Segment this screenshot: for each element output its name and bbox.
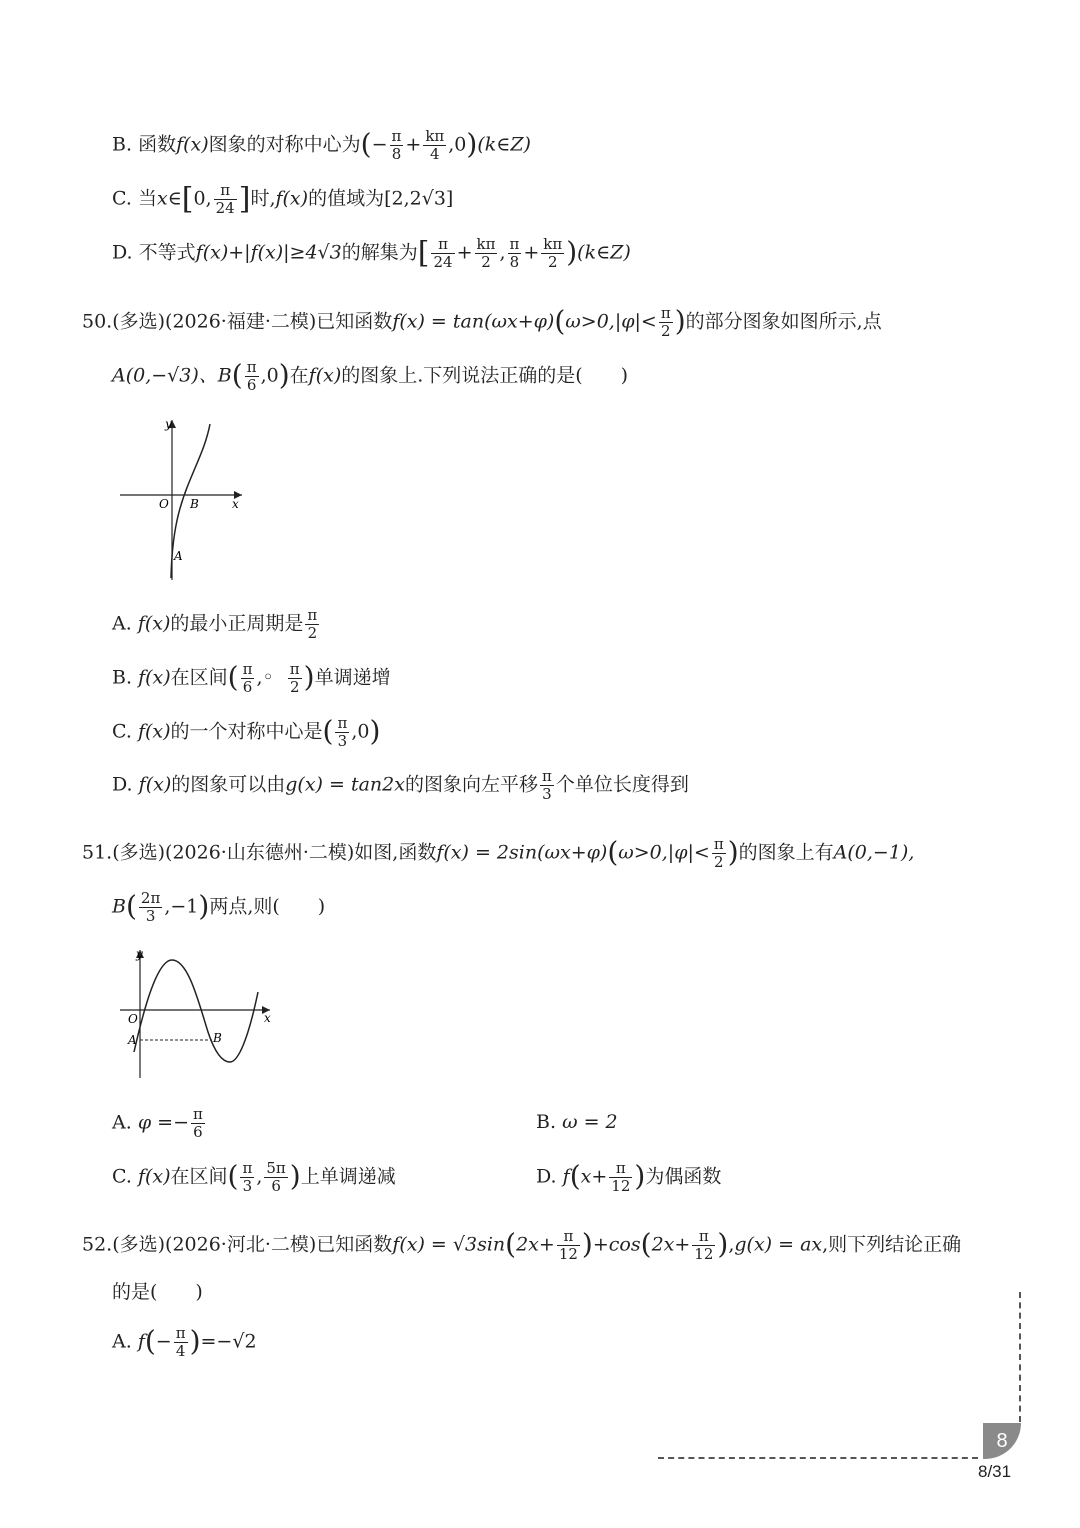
numerator: π [214, 182, 237, 200]
numerator: π [242, 660, 253, 678]
paren: ( [505, 1227, 517, 1261]
fraction [174, 1325, 188, 1360]
paren: ( [144, 1324, 156, 1358]
math: (k∈Z) [477, 133, 531, 156]
math: ω = 2 [562, 1111, 618, 1133]
math: ,◦ [256, 666, 274, 689]
option-label: D. [536, 1165, 557, 1188]
numerator: π [289, 660, 300, 678]
paren: ) [198, 889, 210, 923]
sine-curve [134, 960, 258, 1062]
option-text: 的解集为 [341, 241, 418, 264]
math: f(x) = tan(ωx+φ) [392, 310, 555, 333]
numerator: π [391, 127, 402, 145]
q51-option-b [536, 1106, 618, 1138]
option-label: D. [112, 241, 133, 264]
option-c-prev [112, 182, 453, 217]
denominator: 6 [271, 1177, 281, 1195]
fraction [335, 715, 349, 750]
option-label: C. [112, 187, 132, 210]
option-text: 为偶函数 [645, 1165, 722, 1188]
minus-sign: − [371, 133, 388, 156]
fraction [659, 305, 673, 340]
math: ,−1 [164, 895, 199, 918]
q50-option-d [112, 768, 689, 803]
question-text: (多选)(2026·山东德州·二模)如图,函数 [112, 841, 437, 864]
math: φ =− [137, 1111, 189, 1134]
paren: ) [289, 1159, 301, 1193]
question-text: 的图象上有 [738, 841, 834, 864]
numerator: π [337, 714, 348, 732]
y-label: y [136, 947, 143, 961]
option-text: 的图象向左平移 [404, 773, 538, 796]
fraction [508, 236, 522, 271]
paren: ) [278, 358, 290, 392]
option-text: 不等式 [138, 241, 196, 264]
numerator: π [193, 1105, 203, 1123]
math: f(x) [308, 364, 342, 387]
denominator: 4 [175, 1342, 186, 1360]
math: x+ [580, 1165, 608, 1188]
math: f(x) [137, 612, 171, 635]
option-text: 个单位长度得到 [555, 773, 689, 796]
denominator: 3 [542, 785, 552, 803]
math: A(0,−1), [833, 841, 915, 864]
math: +cos [592, 1233, 641, 1256]
question-text: 在 [289, 364, 309, 387]
option-label: D. [112, 773, 133, 796]
numerator: π [431, 236, 454, 254]
option-label: B. [112, 666, 133, 689]
denominator: 2 [481, 253, 491, 271]
question-text: 两点,则( ) [209, 895, 326, 918]
math: (k∈Z) [577, 241, 631, 264]
paren: ) [369, 714, 381, 748]
option-label: A. [112, 1330, 132, 1353]
q51-option-c [112, 1160, 396, 1195]
question-51-line2 [112, 890, 325, 925]
paren: ( [231, 358, 243, 392]
point-b-label: B [190, 497, 199, 511]
denominator: 12 [611, 1177, 631, 1195]
x-label: x [232, 497, 239, 511]
paren: ) [566, 235, 578, 269]
denominator: 24 [433, 253, 453, 271]
question-50-line2 [112, 359, 628, 394]
question-text: 的是( ) [112, 1281, 203, 1303]
question-52-line2 [112, 1276, 203, 1308]
option-text: 单调递增 [314, 666, 391, 689]
paren: ( [227, 660, 239, 694]
denominator: 2 [661, 322, 671, 340]
denominator: 2 [547, 253, 558, 271]
option-label: B. [536, 1111, 557, 1133]
fraction [390, 128, 404, 163]
math: , [256, 1165, 263, 1188]
math: ω>0,|φ|< [618, 841, 710, 864]
plus-sign: + [456, 241, 473, 264]
q50-option-b [112, 661, 391, 696]
option-text: 在区间 [170, 1165, 228, 1188]
math: f [562, 1165, 570, 1188]
option-text: 上单调递减 [300, 1165, 396, 1188]
origin-label: O [128, 1012, 138, 1026]
question-text: 的图象上.下列说法正确的是( ) [341, 364, 629, 387]
denominator: 12 [558, 1245, 578, 1263]
math: A(0,−√3)、B [112, 364, 232, 387]
denominator: 2 [714, 853, 724, 871]
question-52-line1 [82, 1228, 961, 1263]
option-label: C. [112, 720, 132, 743]
paren: ( [322, 714, 334, 748]
denominator: 3 [145, 907, 156, 925]
paren: ) [717, 1227, 729, 1261]
fraction [241, 661, 255, 696]
question-51-line1 [82, 836, 914, 871]
fraction [305, 607, 319, 642]
option-text: 的图象可以由 [171, 773, 286, 796]
fraction [557, 1228, 580, 1263]
denominator: 8 [509, 253, 520, 271]
option-text: 在区间 [170, 666, 228, 689]
q50-option-c [112, 715, 380, 750]
plus-sign: + [523, 241, 540, 264]
paren: ( [554, 304, 566, 338]
fraction [264, 1160, 287, 1195]
paren: ( [227, 1159, 239, 1193]
fraction [431, 236, 454, 271]
numerator: kπ [543, 235, 563, 253]
page-badge: 8 [983, 1423, 1021, 1459]
math: f(x)+|f(x)|≥4√3 [195, 241, 342, 264]
fraction [191, 1106, 205, 1141]
denominator: 2 [289, 678, 300, 696]
denominator: 6 [246, 376, 257, 394]
fraction [712, 836, 726, 871]
q52-option-a [112, 1325, 257, 1360]
bracket: ] [238, 181, 251, 217]
paren: ( [607, 835, 619, 869]
math: f(x) [137, 720, 171, 743]
math: B [112, 895, 126, 918]
paren: ) [727, 835, 739, 869]
fraction [423, 128, 446, 163]
fraction [288, 661, 302, 696]
math: f(x) = √3sin [392, 1233, 506, 1256]
numerator: 5π [266, 1159, 286, 1177]
question-50-line1 [82, 305, 882, 340]
math: ,0 [351, 720, 370, 743]
fraction [540, 768, 554, 803]
fraction [245, 359, 259, 394]
math: 0, [193, 187, 212, 210]
paren: ( [569, 1159, 581, 1193]
minus-sign: − [155, 1330, 172, 1353]
option-b-prev [112, 128, 531, 163]
numerator: π [557, 1228, 580, 1246]
point-a-label: A [128, 1033, 137, 1047]
option-text: 函数 [138, 133, 177, 156]
question-text: (多选)(2026·河北·二模)已知函数 [112, 1233, 393, 1256]
numerator: π [307, 606, 318, 624]
paren: ( [125, 889, 137, 923]
numerator: π [541, 767, 552, 785]
origin-label: O [159, 497, 169, 511]
q50-option-a [112, 607, 321, 642]
page-number: 8/31 [978, 1462, 1012, 1481]
q51-sin-graph [112, 942, 282, 1084]
paren: ) [303, 660, 315, 694]
denominator: 4 [430, 145, 440, 163]
question-text: (多选)(2026·福建·二模)已知函数 [112, 310, 393, 333]
denominator: 6 [242, 678, 253, 696]
math: =−√2 [200, 1330, 257, 1353]
point-b-label: B [213, 1031, 222, 1045]
x-label: x [264, 1011, 271, 1025]
denominator: 3 [337, 732, 348, 750]
math: f(x) [176, 133, 209, 156]
fraction [139, 890, 162, 925]
paren: ) [189, 1324, 201, 1358]
math: ,0 [260, 364, 279, 387]
option-label: A. [112, 1111, 132, 1134]
page-footer-dash [658, 1457, 978, 1459]
paren: ( [640, 1227, 652, 1261]
fraction [240, 1160, 254, 1195]
math: ∈ [167, 187, 182, 210]
question-number: 51. [82, 841, 113, 864]
denominator: 3 [242, 1177, 253, 1195]
plus-sign: + [405, 133, 422, 156]
math: f(x) = 2sin(ωx+φ) [436, 841, 608, 864]
paren: ( [360, 127, 372, 161]
question-text: 的部分图象如图所示,点 [685, 310, 882, 333]
option-text: 图象的对称中心为 [208, 133, 361, 156]
numerator: π [246, 358, 257, 376]
option-text: 的值域为 [308, 187, 385, 210]
denominator: 6 [193, 1123, 203, 1141]
option-text: 当 [137, 187, 157, 210]
math: g(x) = ax [734, 1233, 823, 1256]
fraction [692, 1228, 715, 1263]
math: f(x) [138, 666, 171, 689]
y-label: y [165, 417, 172, 431]
denominator: 12 [694, 1245, 714, 1263]
question-number: 50. [82, 310, 113, 333]
denominator: 2 [307, 624, 318, 642]
math: [2,2√3] [384, 187, 454, 210]
bracket: [ [417, 235, 430, 271]
numerator: kπ [476, 235, 496, 253]
math: f(x) [137, 1165, 171, 1188]
fraction [475, 236, 498, 271]
math: f(x) [138, 773, 172, 796]
q51-option-a [112, 1106, 207, 1141]
fraction [609, 1160, 632, 1195]
option-label: C. [112, 1165, 132, 1188]
denominator: 8 [391, 145, 402, 163]
numerator: π [609, 1160, 632, 1178]
q50-tan-graph [112, 410, 252, 590]
q51-option-d [536, 1160, 721, 1195]
math: x [156, 187, 168, 210]
math: ,0 [448, 133, 467, 156]
option-text: 的一个对称中心是 [170, 720, 323, 743]
page-corner-vertical-dash [1019, 1292, 1021, 1422]
numerator: π [660, 304, 671, 322]
paren: ) [674, 304, 686, 338]
math: 2x+ [651, 1233, 691, 1256]
question-text: ,则下列结论正确 [822, 1233, 962, 1256]
numerator: 2π [140, 889, 161, 907]
math: ω>0,|φ|< [565, 310, 657, 333]
numerator: π [713, 835, 724, 853]
math: g(x) = tan2x [285, 773, 405, 796]
math: f [137, 1330, 145, 1353]
option-label: A. [112, 612, 132, 635]
paren: ) [466, 127, 478, 161]
numerator: π [242, 1159, 253, 1177]
math: 2x+ [516, 1233, 555, 1256]
fraction [541, 236, 564, 271]
option-text: 的最小正周期是 [170, 612, 304, 635]
numerator: π [175, 1324, 186, 1342]
point-a-label: A [174, 549, 183, 563]
denominator: 24 [215, 199, 235, 217]
question-text: , [728, 1233, 735, 1256]
option-text: 时, [250, 187, 276, 210]
option-label: B. [112, 133, 133, 156]
math: f(x) [275, 187, 309, 210]
paren: ) [581, 1227, 593, 1261]
paren: ) [634, 1159, 646, 1193]
bracket: [ [181, 181, 194, 217]
option-d-prev: D. 不等式f(x)+|f(x)|≥4√3的解集为[ $\frac{\pi}{24}$ + $\frac{k\pi}{2}$ , $\frac{\pi}{8}$ + $\frac{k\pi}{2}$ )(k∈Z) [112, 235, 631, 271]
fraction [214, 182, 237, 217]
numerator: π [692, 1228, 715, 1246]
numerator: kπ [425, 127, 445, 145]
numerator: π [509, 235, 520, 253]
question-number: 52. [82, 1233, 113, 1256]
